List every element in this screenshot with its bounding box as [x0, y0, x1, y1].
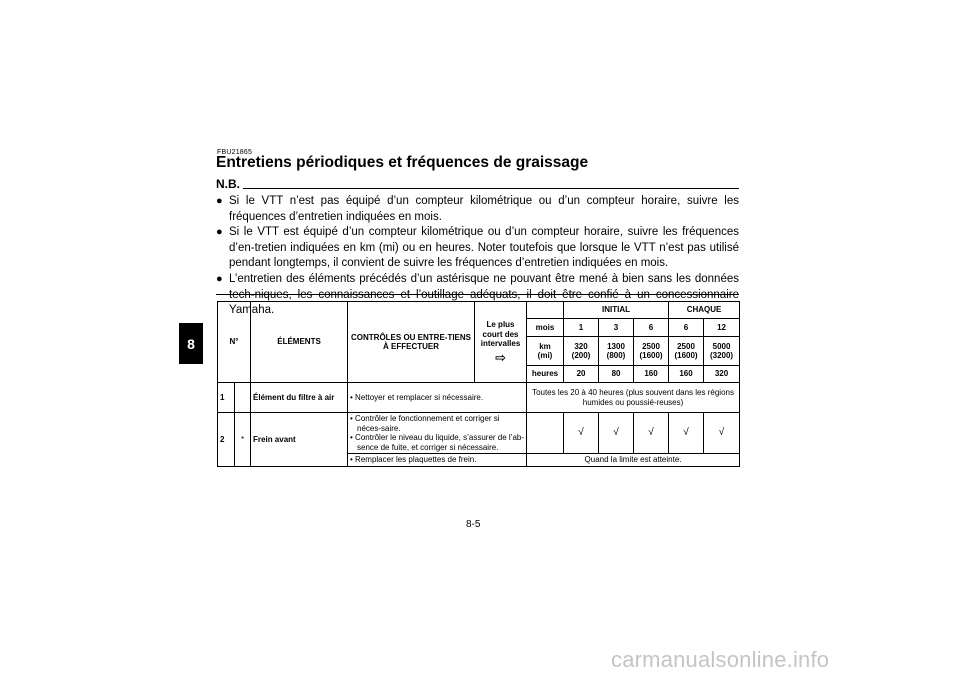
- header-checks: CONTRÔLES OU ENTRE-TIENS À EFFECTUER: [348, 302, 475, 383]
- check-item: • Contrôler le niveau du liquide, s’assurer de l’ab-sence de fuite, et corriger si nécessaire.: [350, 433, 525, 452]
- unit-value: 6: [669, 319, 704, 337]
- document-code: FBU21865: [217, 149, 253, 156]
- row-checks: [348, 454, 527, 467]
- row-schedule: Quand la limite est atteinte.: [527, 454, 740, 467]
- check-item: • Nettoyer et remplacer si nécessaire.: [350, 392, 484, 402]
- unit-value: 1300 (800): [599, 337, 634, 366]
- unit-value: 2500 (1600): [634, 337, 669, 366]
- unit-value: 12: [704, 319, 740, 337]
- interval-label: Le plus court des intervalles: [480, 320, 521, 349]
- table-row: [218, 413, 740, 454]
- row-checks: [348, 413, 527, 454]
- nb-label: N.B.: [216, 177, 240, 191]
- row-star: [235, 383, 251, 413]
- nb-header: [216, 178, 739, 191]
- header-interval: [475, 302, 527, 383]
- check-item: • Contrôler le fonctionnement et corriger si néces-saire.: [350, 414, 500, 433]
- unit-value: 1: [564, 319, 599, 337]
- checkmark: √: [564, 413, 599, 454]
- header-chaque: CHAQUE: [669, 302, 740, 319]
- note-text: L’entretien des éléments précédés d’un astérisque ne pouvant être mené à bien sans les données tech-niques, les connaissances et l’outillage adéquats, il doit être confié à un concessionnaire Yamaha.: [229, 272, 739, 317]
- unit-value: 3: [599, 319, 634, 337]
- table-row: [218, 383, 740, 413]
- header-initial: INITIAL: [564, 302, 669, 319]
- unit-label: km (mi): [527, 337, 564, 366]
- row-schedule: Toutes les 20 à 40 heures (plus souvent dans les régions humides ou poussié-reuses): [527, 383, 740, 413]
- header-elements: ÉLÉMENTS: [251, 302, 348, 383]
- unit-value: 6: [634, 319, 669, 337]
- row-element: Frein avant: [251, 413, 348, 467]
- unit-value: 80: [599, 366, 634, 383]
- arrow-right-icon: ⇨: [495, 349, 506, 365]
- unit-value: 20: [564, 366, 599, 383]
- row-star: *: [235, 413, 251, 467]
- row-number: 2: [218, 413, 235, 467]
- header-no: N°: [218, 302, 251, 383]
- unit-value: 2500 (1600): [669, 337, 704, 366]
- unit-label: mois: [527, 319, 564, 337]
- maintenance-table: [217, 301, 740, 467]
- note-item: [216, 225, 739, 272]
- page-title: Entretiens périodiques et fréquences de graissage: [216, 154, 589, 171]
- unit-value: 320: [704, 366, 740, 383]
- check-item: • Remplacer les plaquettes de frein.: [350, 455, 477, 464]
- section-divider: [216, 294, 739, 295]
- note-text: Si le VTT est équipé d’un compteur kilométrique ou d’un compteur horaire, suivre les fréquences d’en-tretien indiquées en km (mi) ou en heures. Noter toutefois que lorsque le VTT n’est pas utilisé pendant longtemps, il convient de suivre les fréquences d’entretien indiquées en mois.: [229, 226, 739, 270]
- bullet-icon: ●: [216, 272, 223, 285]
- row-blank: [527, 413, 564, 454]
- row-number: 1: [218, 383, 235, 413]
- checkmark: √: [704, 413, 740, 454]
- nb-rule: [243, 188, 739, 189]
- checkmark: √: [669, 413, 704, 454]
- note-text: Si le VTT n’est pas équipé d’un compteur kilométrique ou d’un compteur horaire, suivre les fréquences d’entretien indiquées en mois.: [229, 195, 739, 223]
- unit-value: 160: [669, 366, 704, 383]
- chapter-tab: 8: [179, 323, 203, 364]
- unit-value: 5000 (3200): [704, 337, 740, 366]
- unit-label: heures: [527, 366, 564, 383]
- row-element: Élément du filtre à air: [251, 383, 348, 413]
- note-item: [216, 194, 739, 225]
- bullet-icon: ●: [216, 195, 223, 207]
- unit-value: 160: [634, 366, 669, 383]
- bullet-icon: ●: [216, 226, 223, 239]
- watermark-text: carmanualsonline.info: [611, 647, 830, 672]
- checkmark: √: [634, 413, 669, 454]
- unit-value: 320 (200): [564, 337, 599, 366]
- row-checks: [348, 383, 527, 413]
- page-number: 8-5: [466, 519, 481, 530]
- header-blank: [527, 302, 564, 319]
- checkmark: √: [599, 413, 634, 454]
